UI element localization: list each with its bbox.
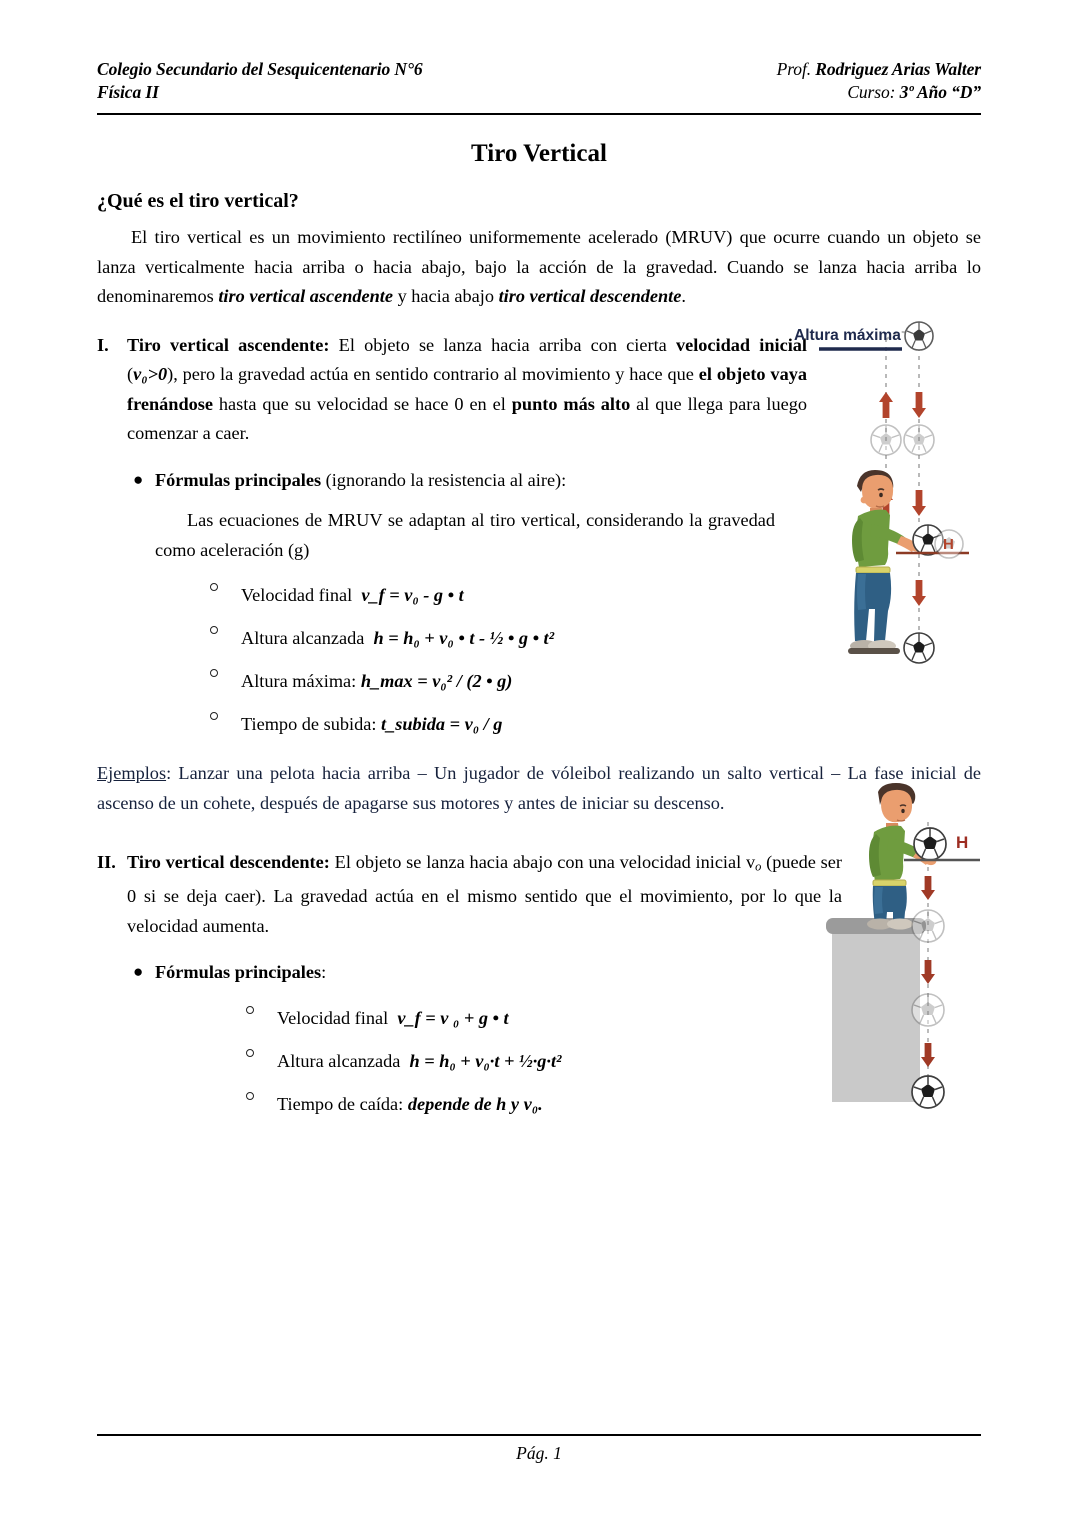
list-item: Altura alcanzada h = h₀ + v₀·t + ½·g·t² [97,1048,981,1074]
list-item: Tiempo de caída: depende de h y v₀. [97,1091,981,1117]
bullet-sub-text-1: Las ecuaciones de MRUV se adaptan al tiro vertical, considerando la gravedad como aceleración (g) [155,510,775,560]
bullet-dot-icon: ● [133,962,144,982]
circle-bullet-icon [246,1049,254,1057]
circle-bullet-icon [210,669,218,677]
soccer-ball-icon [912,910,944,942]
pedestal [832,930,920,1102]
soccer-ball-icon [904,425,934,455]
soccer-ball-icon [905,322,933,350]
page-number: Pág. 1 [516,1443,562,1463]
section-marker-1: I. [97,334,109,355]
intro-paragraph: El tiro vertical es un movimiento rectilíneo uniformemente acelerado (MRUV) que ocurre cuando un objeto se lanza verticalmente hacia arriba o hacia abajo, bajo la acción de la gravedad. Cuando se lanza hacia arriba lo denominaremos tiro vertical ascendente y hacia abajo tiro vertical descendente. [97,227,981,306]
person-throwing-illustration [848,470,924,654]
circle-bullet-icon [210,712,218,720]
page-header [97,58,981,104]
section-heading-question: ¿Qué es el tiro vertical? [97,190,299,212]
circle-bullet-icon [246,1006,254,1014]
footer-divider [97,1434,981,1436]
ejemplos-paragraph: Ejemplos: Lanzar una pelota hacia arriba – Un jugador de vóleibol realizando un salto vertical – La fase inicial de ascenso de un cohete, después de apagarse sus motores y antes de iniciar su descenso. [97,763,981,813]
bullet-formulas-2: ● Fórmulas principales: [97,958,981,988]
list-item: Velocidad final v_f = v₀ - g • t [97,582,981,608]
figure-tiro-ascendente [786,318,986,668]
subject-name: Física II [97,82,159,102]
soccer-ball-icon [912,1076,944,1108]
figure-tiro-descendente [818,782,988,1112]
section1-heading: Tiro vertical ascendente: [127,334,330,355]
header-line-1 [97,58,981,81]
h-label: H [956,833,969,852]
h-label: H [943,536,954,553]
soccer-ball-icon [914,828,946,860]
section-descendente: II. Tiro vertical descendente: El objeto se lanza hacia abajo con una velocidad inicial $v_o$ (puede ser 0 si se deja caer). La gravedad actúa en el mismo sentido que el movimiento, por lo que la velocidad aumenta. [97,848,842,941]
header-line-2 [97,81,981,104]
bullet-formulas-1: ● Fórmulas principales (ignorando la resistencia al aire): Las ecuaciones de MRUV se adaptan al tiro vertical, considerando la gravedad como aceleración (g) [97,466,981,566]
soccer-ball-icon [904,633,934,663]
section2-heading: Tiro vertical descendente: [127,852,330,872]
altura-maxima-label: Altura máxima [794,327,901,344]
teacher-name: Prof. Rodriguez Arias Walter [776,59,981,79]
circle-bullet-icon [246,1092,254,1100]
page-title: Tiro Vertical [471,140,607,167]
list-item: Velocidad final v_f = v ₀ + g • t [97,1005,981,1031]
section-marker-2: II. [97,852,116,872]
circle-bullet-icon [210,626,218,634]
school-name: Colegio Secundario del Sesquicentenario N°6 [97,59,423,79]
circle-bullet-icon [210,583,218,591]
list-item: Altura alcanzada h = h₀ + v₀ • t - ½ • g • t² [97,625,981,651]
header-divider [97,113,981,115]
section-ascendente: I. Tiro vertical ascendente: El objeto se lanza hacia arriba con cierta velocidad inicial (v₀>0), pero la gravedad actúa en sentido contrario al movimiento y hace que el objeto vaya frenándose hasta que su velocidad se hace 0 en el punto más alto al que llega para luego comenzar a caer. [97,331,807,449]
bullet-dot-icon: ● [133,469,144,489]
list-item: Altura máxima: h_max = v₀² / (2 • g) [97,668,981,694]
list-item: Tiempo de subida: t_subida = v₀ / g [97,711,981,737]
course-name: Curso: 3º Año “D” [847,82,981,102]
soccer-ball-icon [912,994,944,1026]
soccer-ball-icon [871,425,901,455]
